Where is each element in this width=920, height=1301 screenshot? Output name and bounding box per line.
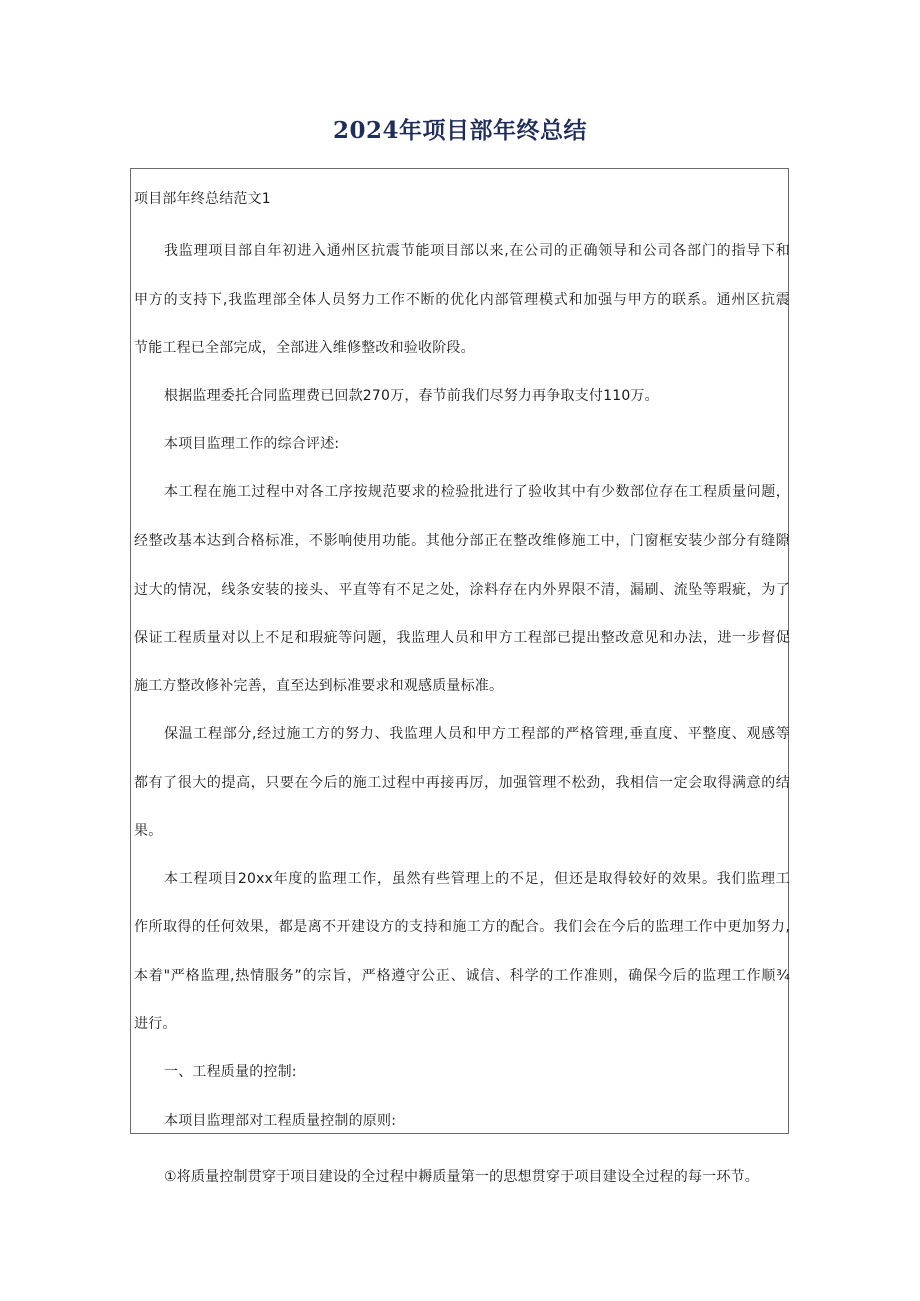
paragraph-line: 本着"严格监理,热情服务”的宗旨，严格遵守公正、诚信、科学的工作准则，确保今后的监理工作顺¾ [134, 968, 790, 984]
paragraph-line: 根据监理委托合同监理费已回款270万，春节前我们尽努力再争取支付110万。 [164, 388, 659, 404]
paragraph-line: 本项目监理工作的综合评述: [164, 436, 340, 452]
subsection-heading: 一、工程质量的控制: [164, 1064, 297, 1080]
content-border-box [130, 168, 789, 1134]
paragraph-line: 节能工程已全部完成，全部进入维修整改和验收阶段。 [134, 340, 475, 356]
paragraph-line: 本工程项目20xx年度的监理工作，虽然有些管理上的不足，但还是取得较好的效果。我们监理工 [164, 871, 790, 887]
paragraph-line: 本工程在施工过程中对各工序按规范要求的检验批进行了验收其中有少数部位存在工程质量问题， [164, 484, 790, 500]
paragraph-line: 施工方整改修补完善，直至达到标准要求和观感质量标准。 [134, 678, 504, 694]
section-heading: 项目部年终总结范文1 [134, 191, 271, 207]
paragraph-line: 甲方的支持下,我监理部全体人员努力工作不断的优化内部管理模式和加强与甲方的联系。通州区抗震 [134, 292, 790, 308]
paragraph-line: 保温工程部分,经过施工方的努力、我监理人员和甲方工程部的严格管理,垂直度、平整度、观感等 [164, 726, 790, 742]
paragraph-line: 果。 [134, 823, 163, 839]
list-item: ①将质量控制贯穿于项目建设的全过程中耨质量第一的思想贯穿于项目建设全过程的每一环节。 [164, 1169, 759, 1185]
document-title: 2024年项目部年终总结 [332, 117, 587, 144]
paragraph-line: 经整改基本达到合格标准，不影响使用功能。其他分部正在整改维修施工中，门窗框安装少部分有缝隙 [134, 533, 790, 549]
paragraph-line: 都有了很大的提高，只要在今后的施工过程中再接再厉，加强管理不松劲，我相信一定会取得满意的结 [134, 775, 790, 791]
paragraph-line: 保证工程质量对以上不足和瑕疵等问题，我监理人员和甲方工程部已提出整改意见和办法，进一步督促 [134, 630, 790, 646]
paragraph-line: 过大的情况，线条安装的接头、平直等有不足之处，涂料存在内外界限不清，漏刷、流坠等瑕疵，为了 [134, 582, 790, 598]
paragraph-line: 作所取得的任何效果，都是离不开建设方的支持和施工方的配合。我们会在今后的监理工作中更加努力, [134, 919, 790, 935]
paragraph-line: 本项目监理部对工程质量控制的原则: [164, 1113, 397, 1129]
paragraph-line: 进行。 [134, 1016, 177, 1032]
paragraph-line: 我监理项目部自年初进入通州区抗震节能项目部以来,在公司的正确领导和公司各部门的指导下和 [164, 243, 790, 259]
